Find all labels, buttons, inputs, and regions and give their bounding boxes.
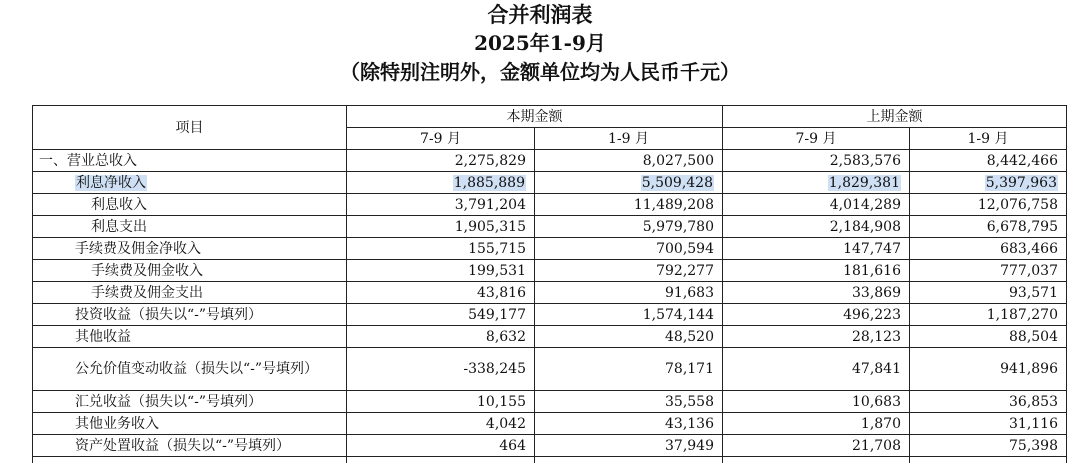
row-value xyxy=(910,282,1067,304)
row-value xyxy=(723,260,910,282)
row-value xyxy=(535,172,723,194)
row-value-text: 11,489,208 xyxy=(633,196,714,213)
row-value-text: 78,171 xyxy=(665,361,714,377)
row-value-text: 549,177 xyxy=(468,306,526,323)
row-label-text: 手续费及佣金收入 xyxy=(91,262,203,279)
row-value-text: 93,571 xyxy=(1009,284,1058,301)
row-value-text: 777,037 xyxy=(1000,262,1058,279)
row-value xyxy=(347,304,535,326)
table-row xyxy=(33,435,1067,457)
row-value-text: 91,683 xyxy=(665,284,714,301)
clipped-cell xyxy=(723,457,910,464)
row-value-text: 8,027,500 xyxy=(642,152,714,169)
table-row xyxy=(33,260,1067,282)
row-label xyxy=(33,391,347,413)
row-label xyxy=(33,282,347,304)
row-label-text: 手续费及佣金支出 xyxy=(91,284,203,301)
row-label-text: 资产处置收益（损失以“-”号填列） xyxy=(75,437,291,454)
row-value xyxy=(347,238,535,260)
row-value-text: 1,905,315 xyxy=(454,218,526,235)
row-value xyxy=(347,150,535,172)
row-label-text: 利息净收入 xyxy=(76,174,146,191)
row-value-text: 31,116 xyxy=(1009,415,1058,432)
row-label-text: 公允价值变动收益（损失以“-”号填列） xyxy=(75,360,319,377)
row-value-text: 700,594 xyxy=(656,240,714,257)
row-value xyxy=(910,326,1067,348)
row-value-text: 181,616 xyxy=(843,262,901,279)
row-value xyxy=(347,435,535,457)
table-row xyxy=(33,326,1067,348)
row-label-text: 利息收入 xyxy=(91,196,147,213)
row-value-text: 35,558 xyxy=(665,393,714,410)
row-value xyxy=(910,150,1067,172)
row-value xyxy=(723,238,910,260)
table-body xyxy=(33,150,1067,464)
row-value xyxy=(723,172,910,194)
row-value-text: 37,949 xyxy=(665,437,714,454)
table-row xyxy=(33,172,1067,194)
statement-title: 合并利润表 xyxy=(487,2,593,27)
row-value-text: 8,442,466 xyxy=(986,152,1058,169)
row-value-text: 75,398 xyxy=(1009,437,1058,454)
row-value-text: 43,816 xyxy=(477,284,526,301)
row-value-text: 5,397,963 xyxy=(985,174,1057,191)
row-value xyxy=(723,282,910,304)
row-value xyxy=(910,172,1067,194)
row-value-text: 2,184,908 xyxy=(829,218,901,235)
row-value-text: 4,042 xyxy=(485,415,526,432)
row-value xyxy=(910,238,1067,260)
row-value-text: 21,708 xyxy=(852,437,901,454)
row-label xyxy=(33,172,347,194)
row-value-text: 12,076,758 xyxy=(977,196,1058,213)
table-row xyxy=(33,238,1067,260)
row-label xyxy=(33,435,347,457)
row-value-text: 155,715 xyxy=(468,240,526,257)
col-header-current-ytd: 1-9 月 xyxy=(535,128,723,150)
row-value-text: 48,520 xyxy=(665,328,714,345)
row-value xyxy=(535,216,723,238)
row-value xyxy=(347,172,535,194)
row-value-text: 5,509,428 xyxy=(641,174,713,191)
row-label xyxy=(33,413,347,435)
col-header-item: 项目 xyxy=(33,106,347,150)
row-value xyxy=(535,413,723,435)
row-value xyxy=(723,216,910,238)
row-value-text: 3,791,204 xyxy=(454,196,526,213)
row-value-text: 792,277 xyxy=(656,262,714,279)
row-value xyxy=(910,304,1067,326)
col-header-current-q3: 7-9 月 xyxy=(347,128,535,150)
row-value-text: 683,466 xyxy=(1000,240,1058,257)
row-value xyxy=(535,260,723,282)
row-label xyxy=(33,260,347,282)
row-value-text: 4,014,289 xyxy=(829,196,901,213)
row-label xyxy=(33,326,347,348)
row-label xyxy=(33,238,347,260)
clipped-cell xyxy=(535,457,723,464)
row-value xyxy=(535,194,723,216)
row-value-text: 1,574,144 xyxy=(642,306,714,323)
row-value-text: 2,583,576 xyxy=(829,152,901,169)
row-label xyxy=(33,348,347,391)
table-row xyxy=(33,282,1067,304)
row-value-text: 199,531 xyxy=(468,262,526,279)
row-value-text: 147,747 xyxy=(843,240,901,257)
row-value xyxy=(723,304,910,326)
row-label xyxy=(33,216,347,238)
row-value-text: 1,829,381 xyxy=(828,174,900,191)
row-value-text: 1,187,270 xyxy=(986,306,1058,323)
row-value xyxy=(910,348,1067,391)
row-value-text: -338,245 xyxy=(463,361,526,377)
table-row xyxy=(33,150,1067,172)
table-row xyxy=(33,413,1067,435)
row-value xyxy=(347,391,535,413)
row-label xyxy=(33,194,347,216)
row-value xyxy=(347,326,535,348)
row-value-text: 36,853 xyxy=(1009,393,1058,410)
table-row xyxy=(33,216,1067,238)
row-value-text: 496,223 xyxy=(843,306,901,323)
statement-unit-note: （除特别注明外，金额单位均为人民币千元） xyxy=(340,60,740,84)
row-value xyxy=(347,348,535,391)
row-value xyxy=(535,326,723,348)
row-label-text: 其他收益 xyxy=(75,328,131,345)
row-label xyxy=(33,150,347,172)
row-value xyxy=(723,348,910,391)
row-value xyxy=(535,348,723,391)
row-value xyxy=(723,413,910,435)
table-row xyxy=(33,348,1067,391)
row-value-text: 43,136 xyxy=(665,415,714,432)
table-row-clipped xyxy=(33,457,1067,464)
clipped-cell xyxy=(347,457,535,464)
row-value-text: 10,683 xyxy=(852,393,901,410)
col-header-previous-q3: 7-9 月 xyxy=(723,128,910,150)
row-label-text: 其他业务收入 xyxy=(75,415,159,432)
row-value-text: 1,870 xyxy=(860,415,901,432)
row-value xyxy=(535,238,723,260)
row-value xyxy=(535,150,723,172)
col-header-current-period: 本期金额 xyxy=(347,106,723,128)
row-value-text: 941,896 xyxy=(1000,361,1058,377)
row-value xyxy=(535,282,723,304)
row-label-text: 一、营业总收入 xyxy=(39,152,137,169)
row-value-text: 464 xyxy=(499,437,526,454)
row-value xyxy=(723,326,910,348)
row-value-text: 1,885,889 xyxy=(453,174,525,191)
row-value xyxy=(910,216,1067,238)
row-value xyxy=(535,391,723,413)
col-header-previous-ytd: 1-9 月 xyxy=(910,128,1067,150)
clipped-cell xyxy=(33,457,347,464)
row-value xyxy=(910,435,1067,457)
row-value xyxy=(347,194,535,216)
row-value xyxy=(347,282,535,304)
row-value xyxy=(535,435,723,457)
header-row-1 xyxy=(33,106,1067,128)
statement-period: 2025年1-9月 xyxy=(474,31,606,55)
statement-title-block xyxy=(0,0,1080,87)
row-label xyxy=(33,304,347,326)
row-value-text: 33,869 xyxy=(852,284,901,301)
row-value xyxy=(910,260,1067,282)
row-value-text: 5,979,780 xyxy=(642,218,714,235)
row-value xyxy=(347,413,535,435)
income-statement-table xyxy=(32,105,1067,463)
row-value xyxy=(723,194,910,216)
row-label-text: 手续费及佣金净收入 xyxy=(75,240,201,257)
row-value xyxy=(723,435,910,457)
row-value xyxy=(910,391,1067,413)
table-row xyxy=(33,304,1067,326)
row-value xyxy=(723,391,910,413)
table-row xyxy=(33,194,1067,216)
row-value-text: 2,275,829 xyxy=(454,152,526,169)
row-value xyxy=(347,216,535,238)
row-value xyxy=(723,150,910,172)
row-label-text: 投资收益（损失以“-”号填列） xyxy=(75,306,263,323)
row-label-text: 利息支出 xyxy=(91,218,147,235)
row-value xyxy=(535,304,723,326)
row-value-text: 88,504 xyxy=(1009,328,1058,345)
row-value xyxy=(347,260,535,282)
row-label-text: 汇兑收益（损失以“-”号填列） xyxy=(75,393,263,410)
row-value xyxy=(910,194,1067,216)
table-row xyxy=(33,391,1067,413)
row-value-text: 28,123 xyxy=(852,328,901,345)
row-value-text: 8,632 xyxy=(485,328,526,345)
row-value-text: 10,155 xyxy=(477,393,526,410)
row-value-text: 47,841 xyxy=(852,361,901,377)
col-header-previous-period: 上期金额 xyxy=(723,106,1067,128)
clipped-cell xyxy=(910,457,1067,464)
row-value-text: 6,678,795 xyxy=(986,218,1058,235)
row-value xyxy=(910,413,1067,435)
